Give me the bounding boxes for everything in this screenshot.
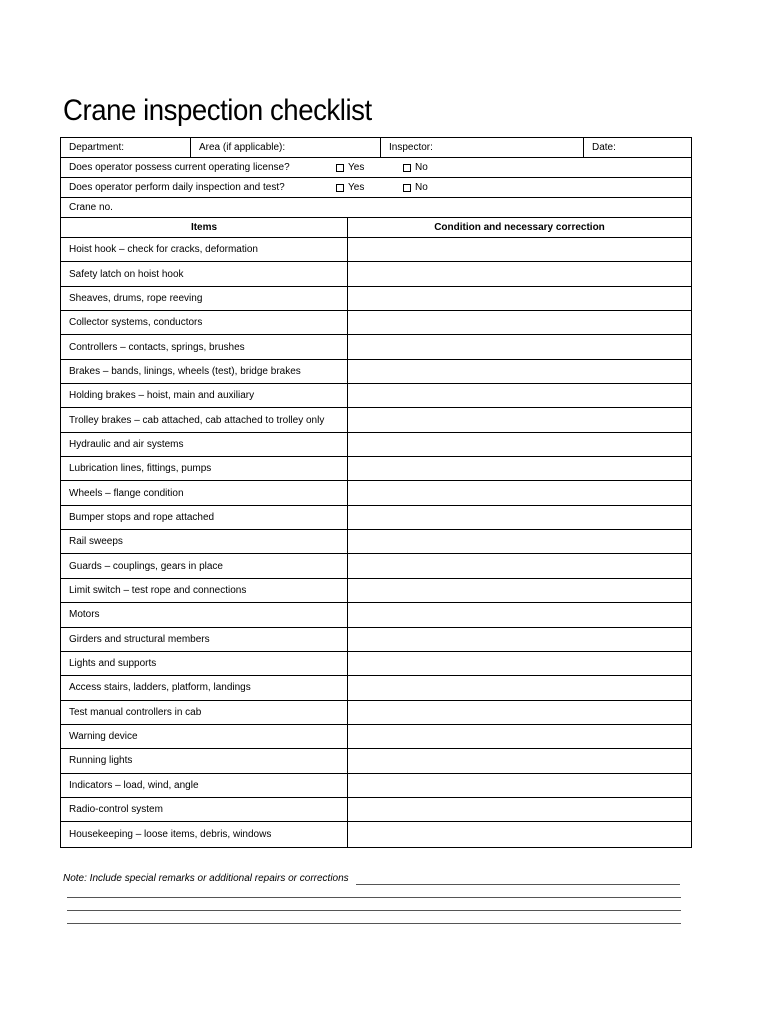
table-row	[61, 433, 691, 457]
condition-cell[interactable]	[347, 652, 691, 675]
item-label: Sheaves, drums, rope reeving	[69, 292, 203, 304]
no-checkbox[interactable]	[403, 164, 411, 172]
item-label: Test manual controllers in cab	[69, 706, 202, 718]
area-label: Area (if applicable):	[199, 142, 286, 153]
table-row	[61, 311, 691, 335]
checklist-table	[60, 137, 692, 848]
condition-column-header: Condition and necessary correction	[347, 218, 691, 237]
note-text: Note: Include special remarks or additional repairs or corrections	[63, 873, 349, 884]
condition-cell[interactable]	[347, 749, 691, 772]
condition-cell[interactable]	[347, 408, 691, 431]
note-line[interactable]	[67, 897, 681, 898]
table-row	[61, 798, 691, 822]
yes-checkbox[interactable]	[336, 164, 344, 172]
condition-cell[interactable]	[347, 579, 691, 602]
table-row	[61, 530, 691, 554]
table-row	[61, 262, 691, 286]
item-label: Hydraulic and air systems	[69, 438, 184, 450]
table-row	[61, 384, 691, 408]
note-line[interactable]	[67, 910, 681, 911]
table-row	[61, 506, 691, 530]
department-field[interactable]	[61, 138, 190, 157]
question-row	[61, 178, 691, 198]
item-label: Bumper stops and rope attached	[69, 511, 215, 523]
condition-cell[interactable]	[347, 287, 691, 310]
item-label: Trolley brakes – cab attached, cab attached to trolley only	[69, 414, 325, 426]
item-label: Brakes – bands, linings, wheels (test), bridge brakes	[69, 365, 301, 377]
item-label: Lights and supports	[69, 658, 157, 670]
table-row	[61, 335, 691, 359]
condition-cell[interactable]	[347, 554, 691, 577]
table-row	[61, 603, 691, 627]
table-row	[61, 774, 691, 798]
condition-cell[interactable]	[347, 676, 691, 699]
table-row	[61, 725, 691, 749]
crane-no-row[interactable]	[61, 198, 691, 218]
column-header-row	[61, 218, 691, 238]
date-label: Date:	[592, 142, 616, 153]
question-row	[61, 158, 691, 178]
table-row	[61, 481, 691, 505]
condition-cell[interactable]	[347, 335, 691, 358]
no-label: No	[415, 182, 428, 193]
table-row	[61, 287, 691, 311]
crane-no-label: Crane no.	[69, 202, 113, 213]
item-label: Warning device	[69, 731, 138, 743]
question-text: Does operator perform daily inspection and test?	[69, 182, 285, 193]
item-label: Radio-control system	[69, 804, 163, 816]
table-row	[61, 701, 691, 725]
yes-label: Yes	[348, 162, 365, 173]
items-list	[61, 238, 691, 847]
table-row	[61, 822, 691, 846]
item-label: Access stairs, ladders, platform, landings	[69, 682, 251, 694]
item-label: Lubrication lines, fittings, pumps	[69, 463, 212, 475]
yes-option[interactable]	[336, 158, 364, 177]
item-label: Rail sweeps	[69, 536, 123, 548]
inspector-field[interactable]	[380, 138, 583, 157]
department-label: Department:	[69, 142, 125, 153]
table-row	[61, 457, 691, 481]
condition-cell[interactable]	[347, 603, 691, 626]
item-label: Girders and structural members	[69, 633, 210, 645]
items-column-header: Items	[190, 222, 218, 233]
condition-cell[interactable]	[347, 701, 691, 724]
table-row	[61, 676, 691, 700]
condition-cell[interactable]	[347, 238, 691, 261]
table-row	[61, 579, 691, 603]
condition-cell[interactable]	[347, 262, 691, 285]
no-checkbox[interactable]	[403, 184, 411, 192]
condition-cell[interactable]	[347, 433, 691, 456]
condition-cell[interactable]	[347, 311, 691, 334]
question-text: Does operator possess current operating license?	[69, 162, 290, 173]
item-label: Running lights	[69, 755, 133, 767]
condition-cell[interactable]	[347, 774, 691, 797]
item-label: Guards – couplings, gears in place	[69, 560, 223, 572]
item-label: Motors	[69, 609, 100, 621]
condition-cell[interactable]	[347, 457, 691, 480]
note-line[interactable]	[356, 884, 680, 885]
condition-cell[interactable]	[347, 481, 691, 504]
item-label: Indicators – load, wind, angle	[69, 779, 199, 791]
condition-cell[interactable]	[347, 798, 691, 821]
table-row	[61, 628, 691, 652]
table-row	[61, 360, 691, 384]
table-row	[61, 408, 691, 432]
item-label: Controllers – contacts, springs, brushes	[69, 341, 245, 353]
table-row	[61, 554, 691, 578]
item-label: Holding brakes – hoist, main and auxiliary	[69, 390, 255, 402]
no-label: No	[415, 162, 428, 173]
condition-cell[interactable]	[347, 506, 691, 529]
no-option[interactable]	[403, 158, 428, 177]
yes-option[interactable]	[336, 178, 364, 197]
item-label: Wheels – flange condition	[69, 487, 184, 499]
item-label: Collector systems, conductors	[69, 317, 203, 329]
table-row	[61, 652, 691, 676]
item-label: Safety latch on hoist hook	[69, 268, 184, 280]
note-line[interactable]	[67, 923, 681, 924]
item-label: Hoist hook – check for cracks, deformation	[69, 244, 258, 256]
condition-cell[interactable]	[347, 360, 691, 383]
area-field[interactable]	[190, 138, 380, 157]
date-field[interactable]	[583, 138, 691, 157]
condition-cell[interactable]	[347, 725, 691, 748]
yes-checkbox[interactable]	[336, 184, 344, 192]
yes-label: Yes	[348, 182, 365, 193]
inspector-label: Inspector:	[389, 142, 433, 153]
condition-cell[interactable]	[347, 530, 691, 553]
condition-cell[interactable]	[347, 822, 691, 846]
no-option[interactable]	[403, 178, 428, 197]
condition-cell[interactable]	[347, 628, 691, 651]
condition-cell[interactable]	[347, 384, 691, 407]
table-row	[61, 238, 691, 262]
item-label: Housekeeping – loose items, debris, windows	[69, 828, 272, 840]
item-label: Limit switch – test rope and connections	[69, 584, 247, 596]
table-row	[61, 749, 691, 773]
info-row	[61, 138, 691, 158]
page-title: Crane inspection checklist	[63, 94, 372, 127]
